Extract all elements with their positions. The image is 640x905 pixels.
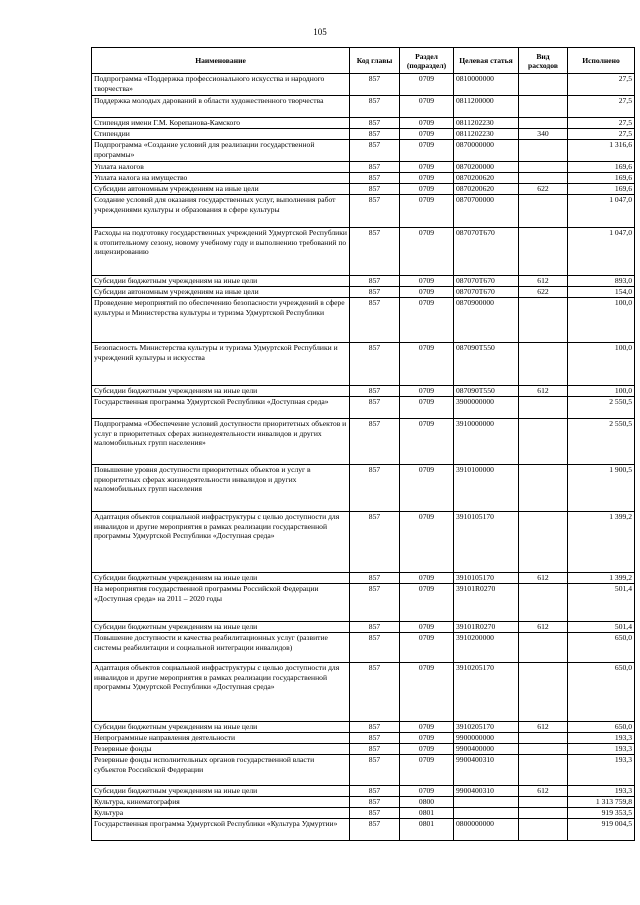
- cell-executed: 169,6: [568, 173, 635, 184]
- cell-expense-type: [519, 195, 568, 228]
- column-header-executed: Исполнено: [568, 48, 635, 74]
- cell-chapter-code: 857: [350, 786, 400, 797]
- cell-chapter-code: 857: [350, 512, 400, 573]
- cell-target-item: 3910105170: [454, 573, 519, 584]
- cell-target-item: 0870000000: [454, 140, 519, 162]
- cell-section: 0709: [400, 118, 454, 129]
- cell-expense-type: [519, 819, 568, 841]
- cell-name: Адаптация объектов социальной инфраструктуры с целью доступности для инвалидов и другие мероприятия в рамках реализации государственной программы Удмуртской Республики «Доступная среда»: [92, 663, 350, 722]
- cell-section: 0709: [400, 184, 454, 195]
- cell-executed: 650,0: [568, 663, 635, 722]
- cell-name: Субсидии бюджетным учреждениям на иные цели: [92, 722, 350, 733]
- table-row: [92, 733, 635, 744]
- cell-chapter-code: 857: [350, 808, 400, 819]
- cell-name: Субсидии автономным учреждениям на иные цели: [92, 184, 350, 195]
- cell-expense-type: [519, 74, 568, 96]
- cell-expense-type: [519, 140, 568, 162]
- cell-name: Уплата налога на имущество: [92, 173, 350, 184]
- column-header-name: Наименование: [92, 48, 350, 74]
- cell-target-item: 087070Т670: [454, 287, 519, 298]
- cell-expense-type: 612: [519, 722, 568, 733]
- cell-section: 0709: [400, 298, 454, 343]
- cell-target-item: 3910100000: [454, 465, 519, 512]
- cell-target-item: 0870700000: [454, 195, 519, 228]
- cell-section: 0801: [400, 819, 454, 841]
- table-row: [92, 633, 635, 663]
- table-body: [92, 74, 635, 841]
- column-header-chapter-code: Код главы: [350, 48, 400, 74]
- cell-executed: 650,0: [568, 633, 635, 663]
- cell-name: Создание условий для оказания государственных услуг, выполнения работ учреждениями культуры и образования в сфере культуры: [92, 195, 350, 228]
- table-row: [92, 173, 635, 184]
- cell-target-item: 3910105170: [454, 512, 519, 573]
- table-row: [92, 465, 635, 512]
- cell-name: Расходы на подготовку государственных учреждений Удмуртской Республики к отопительному сезону, новому учебному году и выполнению требований по лицензированию: [92, 228, 350, 276]
- cell-name: Безопасность Министерства культуры и туризма Удмуртской Республики и учреждений культуры и искусства: [92, 343, 350, 386]
- cell-expense-type: [519, 755, 568, 786]
- page-number: 105: [313, 27, 327, 37]
- cell-name: Государственная программа Удмуртской Республики «Доступная среда»: [92, 397, 350, 419]
- cell-expense-type: 612: [519, 786, 568, 797]
- cell-name: Стипендия имени Г.М. Корепанова-Камского: [92, 118, 350, 129]
- table-row: [92, 808, 635, 819]
- cell-executed: 893,0: [568, 276, 635, 287]
- cell-section: 0709: [400, 663, 454, 722]
- cell-executed: 1 399,2: [568, 512, 635, 573]
- cell-name: Адаптация объектов социальной инфраструктуры с целью доступности для инвалидов и другие мероприятия в рамках реализации государственной программы Удмуртской Республики «Доступная среда»: [92, 512, 350, 573]
- cell-chapter-code: 857: [350, 419, 400, 465]
- cell-chapter-code: 857: [350, 722, 400, 733]
- cell-chapter-code: 857: [350, 755, 400, 786]
- cell-chapter-code: 857: [350, 96, 400, 118]
- cell-section: 0709: [400, 755, 454, 786]
- cell-section: 0709: [400, 343, 454, 386]
- cell-expense-type: [519, 343, 568, 386]
- cell-executed: 650,0: [568, 722, 635, 733]
- cell-name: Резервные фонды: [92, 744, 350, 755]
- table-row: [92, 786, 635, 797]
- cell-target-item: 0811200000: [454, 96, 519, 118]
- cell-target-item: [454, 808, 519, 819]
- cell-name: Субсидии бюджетным учреждениям на иные цели: [92, 622, 350, 633]
- cell-expense-type: [519, 733, 568, 744]
- table-row: [92, 722, 635, 733]
- cell-target-item: 0811202230: [454, 129, 519, 140]
- cell-chapter-code: 857: [350, 397, 400, 419]
- cell-expense-type: 612: [519, 573, 568, 584]
- cell-chapter-code: 857: [350, 663, 400, 722]
- cell-executed: 154,0: [568, 287, 635, 298]
- column-header-target-item: Целевая статья: [454, 48, 519, 74]
- cell-chapter-code: 857: [350, 173, 400, 184]
- table-row: [92, 298, 635, 343]
- cell-name: Субсидии автономным учреждениям на иные цели: [92, 287, 350, 298]
- table-row: [92, 386, 635, 397]
- cell-expense-type: [519, 512, 568, 573]
- cell-expense-type: [519, 465, 568, 512]
- cell-target-item: 0870900000: [454, 298, 519, 343]
- table-row: [92, 744, 635, 755]
- cell-chapter-code: 857: [350, 584, 400, 622]
- cell-target-item: 3910200000: [454, 633, 519, 663]
- cell-section: 0709: [400, 512, 454, 573]
- table-row: [92, 118, 635, 129]
- cell-executed: 27,5: [568, 74, 635, 96]
- cell-section: 0709: [400, 573, 454, 584]
- cell-expense-type: [519, 633, 568, 663]
- table-row: [92, 140, 635, 162]
- cell-expense-type: 622: [519, 184, 568, 195]
- cell-executed: 1 047,0: [568, 195, 635, 228]
- cell-chapter-code: 857: [350, 733, 400, 744]
- cell-executed: 2 550,5: [568, 419, 635, 465]
- cell-expense-type: [519, 797, 568, 808]
- cell-chapter-code: 857: [350, 819, 400, 841]
- cell-section: 0709: [400, 786, 454, 797]
- cell-expense-type: [519, 663, 568, 722]
- table-row: [92, 96, 635, 118]
- cell-executed: 169,6: [568, 184, 635, 195]
- cell-section: 0709: [400, 633, 454, 663]
- cell-name: Подпрограмма «Создание условий для реализации государственной программы»: [92, 140, 350, 162]
- cell-expense-type: 612: [519, 386, 568, 397]
- table-row: [92, 819, 635, 841]
- cell-section: 0709: [400, 129, 454, 140]
- cell-expense-type: [519, 162, 568, 173]
- cell-executed: 1 399,2: [568, 573, 635, 584]
- cell-name: Субсидии бюджетным учреждениям на иные цели: [92, 386, 350, 397]
- cell-target-item: 3910205170: [454, 663, 519, 722]
- cell-target-item: 087070Т670: [454, 228, 519, 276]
- table-header-row: [92, 48, 635, 74]
- cell-expense-type: [519, 808, 568, 819]
- cell-executed: 100,0: [568, 386, 635, 397]
- cell-name: Уплата налогов: [92, 162, 350, 173]
- cell-executed: 2 550,5: [568, 397, 635, 419]
- cell-target-item: 9900000000: [454, 733, 519, 744]
- cell-section: 0709: [400, 195, 454, 228]
- table-row: [92, 276, 635, 287]
- cell-expense-type: [519, 118, 568, 129]
- table-row: [92, 573, 635, 584]
- cell-section: 0801: [400, 808, 454, 819]
- cell-target-item: 0800000000: [454, 819, 519, 841]
- table-row: [92, 512, 635, 573]
- cell-target-item: 39101R0270: [454, 622, 519, 633]
- cell-target-item: 9900400310: [454, 786, 519, 797]
- cell-name: Повышение доступности и качества реабилитационных услуг (развитие системы реабилитации и социальной интеграции инвалидов): [92, 633, 350, 663]
- cell-section: 0709: [400, 276, 454, 287]
- cell-chapter-code: 857: [350, 162, 400, 173]
- cell-section: 0709: [400, 140, 454, 162]
- cell-executed: 27,5: [568, 129, 635, 140]
- cell-chapter-code: 857: [350, 386, 400, 397]
- cell-target-item: 087070Т670: [454, 276, 519, 287]
- cell-chapter-code: 857: [350, 797, 400, 808]
- cell-target-item: 087090Т550: [454, 386, 519, 397]
- cell-section: 0709: [400, 228, 454, 276]
- cell-section: 0709: [400, 465, 454, 512]
- column-header-section: Раздел (подраздел): [400, 48, 454, 74]
- cell-executed: 27,5: [568, 96, 635, 118]
- cell-target-item: 0870200000: [454, 162, 519, 173]
- cell-section: 0800: [400, 797, 454, 808]
- cell-section: 0709: [400, 74, 454, 96]
- table-row: [92, 622, 635, 633]
- table-row: [92, 343, 635, 386]
- cell-executed: 169,6: [568, 162, 635, 173]
- cell-chapter-code: 857: [350, 465, 400, 512]
- cell-executed: 193,3: [568, 733, 635, 744]
- cell-executed: 193,3: [568, 786, 635, 797]
- cell-expense-type: [519, 228, 568, 276]
- cell-section: 0709: [400, 584, 454, 622]
- cell-chapter-code: 857: [350, 622, 400, 633]
- cell-section: 0709: [400, 622, 454, 633]
- cell-target-item: 3900000000: [454, 397, 519, 419]
- cell-target-item: 9900400310: [454, 755, 519, 786]
- cell-name: Подпрограмма «Обеспечение условий доступности приоритетных объектов и услуг в приоритетных сферах жизнедеятельности инвалидов и других маломобильных групп населения»: [92, 419, 350, 465]
- cell-target-item: 3910000000: [454, 419, 519, 465]
- cell-name: Субсидии бюджетным учреждениям на иные цели: [92, 786, 350, 797]
- table-row: [92, 74, 635, 96]
- cell-chapter-code: 857: [350, 74, 400, 96]
- cell-chapter-code: 857: [350, 195, 400, 228]
- cell-expense-type: 612: [519, 276, 568, 287]
- table-row: [92, 755, 635, 786]
- table-row: [92, 797, 635, 808]
- cell-executed: 501,4: [568, 622, 635, 633]
- cell-name: Субсидии бюджетным учреждениям на иные цели: [92, 573, 350, 584]
- cell-target-item: [454, 797, 519, 808]
- cell-expense-type: [519, 173, 568, 184]
- cell-chapter-code: 857: [350, 140, 400, 162]
- table-row: [92, 162, 635, 173]
- cell-expense-type: 622: [519, 287, 568, 298]
- cell-name: Государственная программа Удмуртской Республики «Культура Удмуртии»: [92, 819, 350, 841]
- cell-expense-type: [519, 96, 568, 118]
- cell-name: Культура: [92, 808, 350, 819]
- cell-chapter-code: 857: [350, 184, 400, 195]
- cell-executed: 919 004,5: [568, 819, 635, 841]
- cell-name: Непрограммные направления деятельности: [92, 733, 350, 744]
- cell-section: 0709: [400, 419, 454, 465]
- cell-chapter-code: 857: [350, 744, 400, 755]
- cell-expense-type: [519, 584, 568, 622]
- cell-chapter-code: 857: [350, 276, 400, 287]
- cell-target-item: 0811202230: [454, 118, 519, 129]
- cell-name: Резервные фонды исполнительных органов государственной власти субъектов Российской Федерации: [92, 755, 350, 786]
- cell-target-item: 9900400000: [454, 744, 519, 755]
- cell-expense-type: 612: [519, 622, 568, 633]
- cell-chapter-code: 857: [350, 573, 400, 584]
- cell-executed: 193,3: [568, 755, 635, 786]
- cell-chapter-code: 857: [350, 228, 400, 276]
- cell-chapter-code: 857: [350, 343, 400, 386]
- cell-executed: 100,0: [568, 343, 635, 386]
- table-row: [92, 228, 635, 276]
- table-row: [92, 397, 635, 419]
- cell-target-item: 39101R0270: [454, 584, 519, 622]
- cell-section: 0709: [400, 744, 454, 755]
- cell-executed: 27,5: [568, 118, 635, 129]
- cell-target-item: 0870200620: [454, 184, 519, 195]
- cell-expense-type: 340: [519, 129, 568, 140]
- cell-name: Субсидии бюджетным учреждениям на иные цели: [92, 276, 350, 287]
- cell-chapter-code: 857: [350, 633, 400, 663]
- table-row: [92, 287, 635, 298]
- cell-chapter-code: 857: [350, 118, 400, 129]
- cell-name: Повышение уровня доступности приоритетных объектов и услуг в приоритетных сферах жизнедеятельности инвалидов и других маломобильных групп населения: [92, 465, 350, 512]
- cell-executed: 919 353,5: [568, 808, 635, 819]
- table-row: [92, 584, 635, 622]
- cell-chapter-code: 857: [350, 287, 400, 298]
- cell-expense-type: [519, 298, 568, 343]
- cell-chapter-code: 857: [350, 129, 400, 140]
- cell-executed: 193,3: [568, 744, 635, 755]
- cell-executed: 1 900,5: [568, 465, 635, 512]
- cell-name: На мероприятия государственной программы Российской Федерации «Доступная среда» на 2011 – 2020 годы: [92, 584, 350, 622]
- cell-name: Стипендии: [92, 129, 350, 140]
- cell-target-item: 3910205170: [454, 722, 519, 733]
- cell-name: Подпрограмма «Поддержка профессионального искусства и народного творчества»: [92, 74, 350, 96]
- cell-executed: 1 047,0: [568, 228, 635, 276]
- cell-executed: 100,0: [568, 298, 635, 343]
- cell-section: 0709: [400, 173, 454, 184]
- cell-executed: 1 316,6: [568, 140, 635, 162]
- cell-section: 0709: [400, 386, 454, 397]
- table-row: [92, 419, 635, 465]
- column-header-expense-type: Вид расходов: [519, 48, 568, 74]
- table-row: [92, 663, 635, 722]
- table-row: [92, 195, 635, 228]
- cell-name: Культура, кинематография: [92, 797, 350, 808]
- cell-section: 0709: [400, 96, 454, 118]
- cell-name: Поддержка молодых дарований в области художественного творчества: [92, 96, 350, 118]
- table-row: [92, 129, 635, 140]
- cell-expense-type: [519, 744, 568, 755]
- cell-name: Проведение мероприятий по обеспечению безопасности учреждений в сфере культуры и Министерства культуры и туризма Удмуртской Республики: [92, 298, 350, 343]
- cell-section: 0709: [400, 733, 454, 744]
- cell-target-item: 087090Т550: [454, 343, 519, 386]
- cell-expense-type: [519, 397, 568, 419]
- budget-execution-table: [91, 47, 635, 841]
- cell-executed: 1 313 759,8: [568, 797, 635, 808]
- table-row: [92, 184, 635, 195]
- cell-target-item: 0810000000: [454, 74, 519, 96]
- cell-target-item: 0870200620: [454, 173, 519, 184]
- cell-executed: 501,4: [568, 584, 635, 622]
- cell-section: 0709: [400, 162, 454, 173]
- cell-section: 0709: [400, 287, 454, 298]
- cell-section: 0709: [400, 722, 454, 733]
- cell-section: 0709: [400, 397, 454, 419]
- cell-chapter-code: 857: [350, 298, 400, 343]
- cell-expense-type: [519, 419, 568, 465]
